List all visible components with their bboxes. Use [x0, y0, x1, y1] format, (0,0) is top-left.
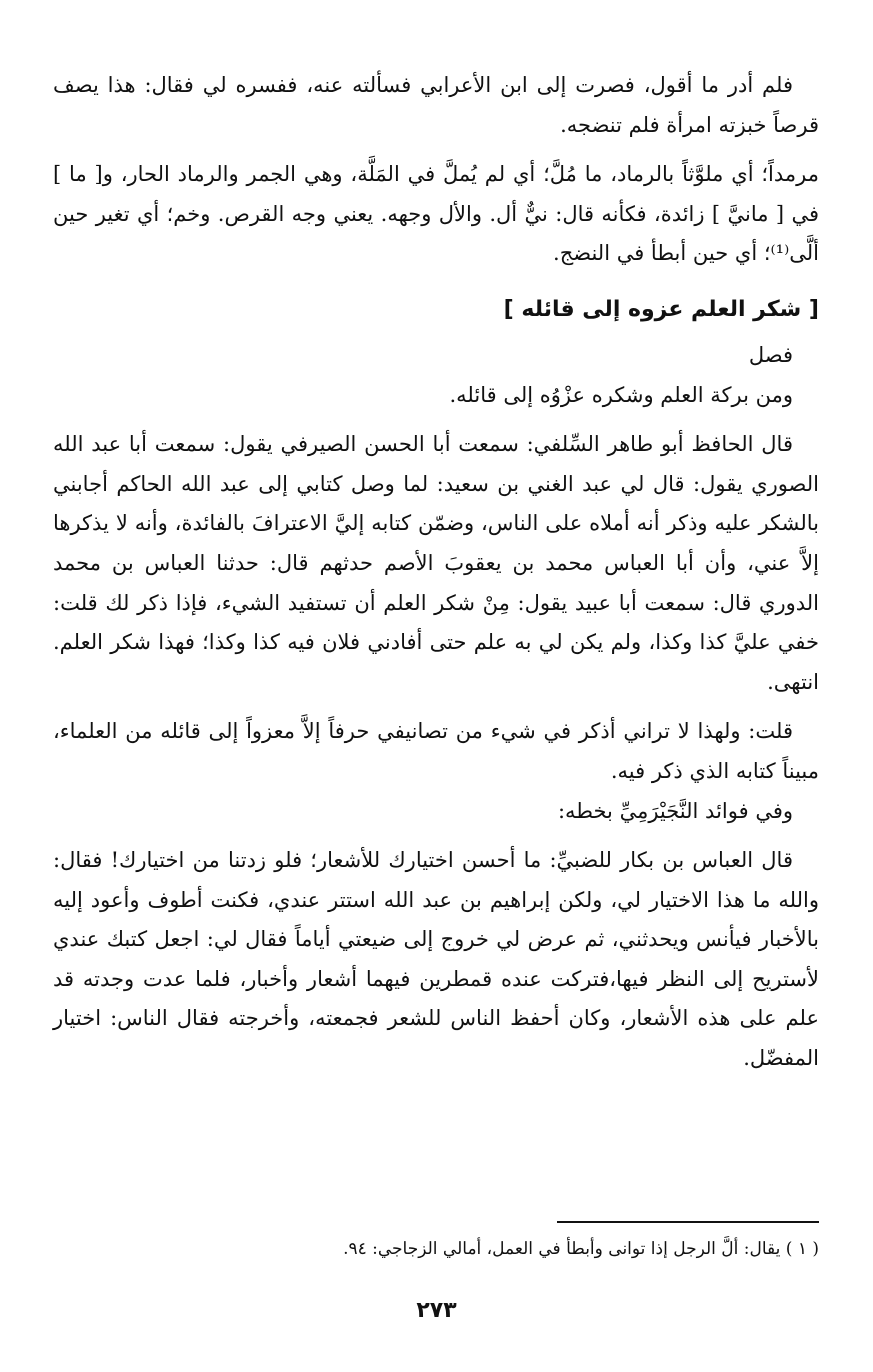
body-paragraph-5: قال العباس بن بكار للضبيِّ: ما أحسن اختيارك للأشعار؛ فلو زدتنا من اختيارك! فقال: والله ما هذا الاختيار لي، ولكن إبراهيم بن عبد الله استتر عندي، فكنت أطوف وأعود إليه بالأخبار فيأنس ويحدثني، ثم عرض لي خروج إلى ضيعتي أياماً فقال لي: اجعل كتبك عندي لأستريح إلى النظر فيها،فتركت عنده قمطرين فيهما أشعار وأخبار، فلما عدت وجدته قد علم على هذه الأشعار، وكان أحفظ الناس للشعر فجمعته، وأخرجته فقال الناس: اختيار المفضّل. [53, 848, 819, 1071]
body-paragraph-1: ومن بركة العلم وشكره عزْوُه إلى قائله. [449, 382, 793, 407]
paragraph-2: مرمداً؛ أي ملوَّثاً بالرماد، ما مُلَّ؛ أي لم يُملَّ في المَلَّة، وهي الجمر والرماد الحار، و[ ما ] في [ مانيَّ ] زائدة، فكأنه قال: نيٌّ أل. والأل وجهه. يعني وجه القرص. وخم؛ أي تغير حين ألَّى⁽¹⁾؛ أي حين أبطأ في النضج. [53, 162, 819, 266]
page-body [53, 66, 819, 1079]
footnote: ( ١ ) يقال: ألَّ الرجل إذا توانى وأبطأ في العمل، أمالي الزجاجي: ٩٤. [343, 1239, 819, 1259]
body-paragraph-4: وفي فوائد النَّجَيْرَمِيِّ بخطه: [557, 798, 793, 823]
body-paragraph-3: قلت: ولهذا لا تراني أذكر في شيء من تصانيفي حرفاً إلاَّ معزواً إلى قائله من العلماء، مبيناً كتابه الذي ذكر فيه. [53, 719, 819, 783]
footnote-divider [557, 1221, 819, 1223]
section-label: فصل [748, 342, 793, 367]
body-paragraph-2: قال الحافظ أبو طاهر السِّلفي: سمعت أبا الحسن الصيرفي يقول: سمعت أبا عبد الله الصوري يقول: قال لي عبد الغني بن سعيد: لما وصل كتابي إلى عبد الله الحاكم أجابني بالشكر عليه وذكر أنه أملاه على الناس، وضمّن كتابه إليَّ الاعترافَ بالفائدة، وأنه لا يذكرها إلاَّ عني، وأن أبا العباس محمد بن يعقوبَ الأصم حدثهم قال: حدثنا العباس بن محمد الدوري قال: سمعت أبا عبيد يقول: مِنْ شكر العلم أن تستفيد الشيء، فإذا ذكر لك قلت: خفي عليَّ كذا وكذا، ولم يكن لي به علم حتى أفادني فلان فيه كذا وكذا؛ فهذا شكر العلم. انتهى. [53, 432, 819, 694]
section-heading: [ شكر العلم عزوه إلى قائله ] [503, 296, 819, 322]
page-number: ٢٧٣ [416, 1298, 457, 1323]
paragraph-1: فلم أدر ما أقول، فصرت إلى ابن الأعرابي فسألته عنه، ففسره لي فقال: هذا يصف قرصاً خبزته امرأة فلم تنضجه. [53, 73, 819, 137]
